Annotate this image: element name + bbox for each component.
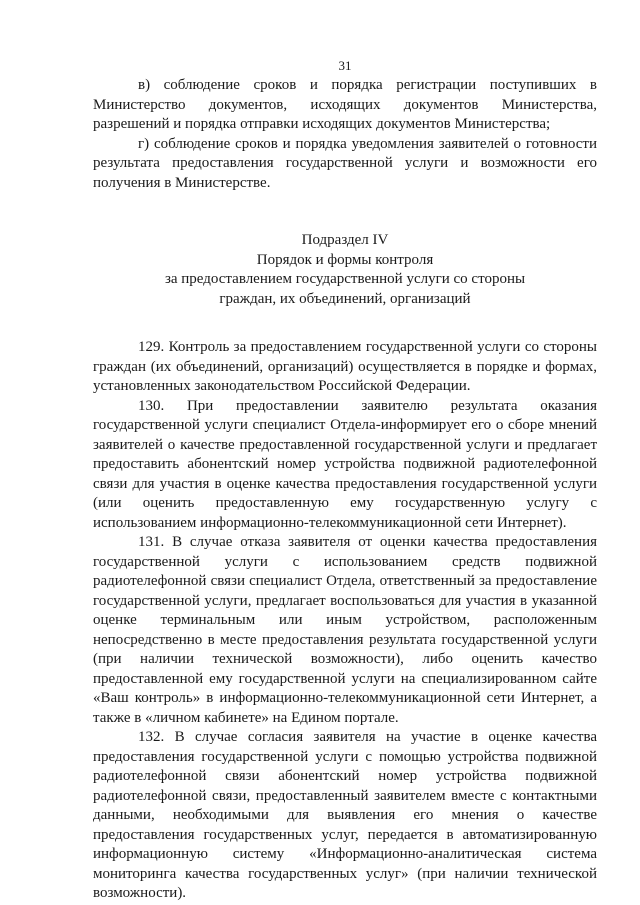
document-page (93, 58, 597, 904)
subsection-heading (93, 231, 597, 309)
intro-item-g: г) соблюдение сроков и порядка уведомления заявителей о готовности результата предоставления государственной услуги и возможности его получения в Министерстве. (93, 135, 597, 191)
paragraph-130: 130. При предоставлении заявителю результата оказания государственной услуги специалист Отдела-информирует его о сборе мнений заявителей о качестве предоставленной государственной услуги и предлагает предоставить абонентский номер устройства подвижной радиотелефонной связи для участия в оценке качества предоставления государственной услуги (или оценить предоставленную ему государственную услугу с использованием информационно-телекоммуникационной сети Интернет). (93, 397, 597, 531)
paragraph-129: 129. Контроль за предоставлением государственной услуги со стороны граждан (их объединений, организаций) осуществляется в порядке и формах, установленных законодательством Российской Федерации. (93, 339, 597, 394)
subsection-label: Подраздел IV (301, 232, 389, 248)
subsection-title-line-3: граждан, их объединений, организаций (219, 290, 471, 307)
paragraph-132: 132. В случае согласия заявителя на участие в оценке качества предоставления государственной услуги с помощью устройства подвижной радиотелефонной связи абонентский номер устройства подвижной радиотелефонной связи, предоставленный заявителем вместе с контактными данными, необходимыми для выявления его мнения о качестве предоставления государственных услуг, передается в автоматизированную информационную систему «Информационно-аналитическая система мониторинга качества государственных услуг» (при наличии технической возможности). (93, 729, 597, 901)
paragraph-131: 131. В случае отказа заявителя от оценки качества предоставления государственной услуги с использованием средств подвижной радиотелефонной связи специалист Отдела, ответственный за предоставление государственной услуги, предлагает воспользоваться для участия в указанной оценке терминальным или иным устройством, расположенным непосредственно в месте предоставления результата государственной услуги (при наличии технической возможности), либо оценить качество предоставленной ему государственной услуги на специализированном сайте «Ваш контроль» в информационно-телекоммуникационной сети Интернет, а также в «личном кабинете» на Едином портале. (93, 534, 597, 726)
intro-item-v: в) соблюдение сроков и порядка регистрации поступивших в Министерство документов, исходящих документов Министерства, разрешений и порядка отправки исходящих документов Министерства; (93, 77, 597, 132)
subsection-title-line-1: Порядок и формы контроля (256, 251, 434, 268)
page-number: 31 (338, 58, 352, 73)
subsection-title-line-2: за предоставлением государственной услуги со стороны (164, 271, 526, 287)
